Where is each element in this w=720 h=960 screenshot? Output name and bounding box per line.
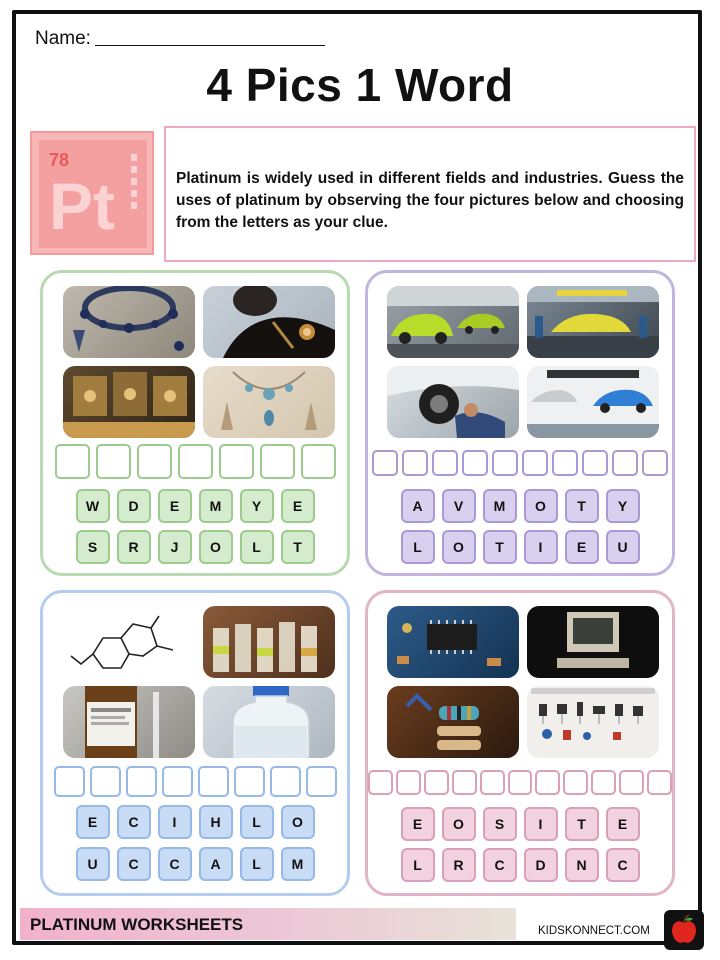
letter-tile[interactable]: E [158,489,192,523]
answer-box[interactable] [552,450,578,476]
letter-tile[interactable]: M [199,489,233,523]
letter-tile[interactable]: E [565,530,599,564]
car-assembly-line-photo [387,286,519,358]
answer-box[interactable] [96,444,131,479]
answer-box[interactable] [582,450,608,476]
letter-tile[interactable]: M [483,489,517,523]
letter-tile[interactable]: I [158,805,192,839]
instructions-text: Platinum is widely used in different fields and industries. Guess the uses of platinum by observing the four pictures below and choosing from the letters as your clue. [176,170,684,231]
letter-tile[interactable]: T [565,489,599,523]
letter-tile[interactable]: C [606,848,640,882]
answer-box[interactable] [198,766,229,797]
medicine-vials-photo [203,606,335,678]
answer-box[interactable] [178,444,213,479]
glass-bottle-photo [203,686,335,758]
answer-box[interactable] [619,770,644,795]
jewelry-display-photo [63,366,195,438]
letter-tile[interactable]: U [606,530,640,564]
answer-box[interactable] [591,770,616,795]
letter-tile[interactable]: V [442,489,476,523]
answer-box[interactable] [432,450,458,476]
letter-tile[interactable]: R [117,530,151,564]
answer-box[interactable] [55,444,90,479]
answer-box[interactable] [452,770,477,795]
answer-box[interactable] [306,766,337,797]
footer-site[interactable]: KIDSKONNECT.COM [538,925,650,937]
letter-tile[interactable]: C [483,848,517,882]
letter-tile[interactable]: C [117,847,151,881]
jewelry-necklace-photo [63,286,195,358]
letter-tile[interactable]: M [281,847,315,881]
chemical-structure-diagram [63,606,195,678]
instructions-box [164,126,696,262]
answer-box[interactable] [54,766,85,797]
letter-tile[interactable]: S [483,807,517,841]
brooch-fashion-photo [203,286,335,358]
letter-tile[interactable]: N [565,848,599,882]
answer-box[interactable] [234,766,265,797]
answer-box[interactable] [301,444,336,479]
answer-box[interactable] [642,450,668,476]
answer-box[interactable] [402,450,428,476]
letter-tile[interactable]: E [401,807,435,841]
letter-tile[interactable]: R [442,848,476,882]
letter-tile[interactable]: D [117,489,151,523]
letter-tile[interactable]: A [199,847,233,881]
car-mechanic-photo [387,366,519,438]
resistors-photo [387,686,519,758]
electronic-components-photo [527,686,659,758]
letter-tile[interactable]: T [483,530,517,564]
answer-box[interactable] [219,444,254,479]
answer-box[interactable] [612,450,638,476]
letter-tile[interactable]: C [158,847,192,881]
answer-box[interactable] [462,450,488,476]
puzzle-chemical [40,590,350,896]
puzzle-electronics [365,590,675,896]
letter-tile[interactable]: S [76,530,110,564]
letter-tile[interactable]: L [240,530,274,564]
letter-tile[interactable]: O [199,530,233,564]
answer-box[interactable] [90,766,121,797]
letter-tile[interactable]: U [76,847,110,881]
car-factory-photo [527,286,659,358]
answer-box[interactable] [260,444,295,479]
medicine-bottle-photo [63,686,195,758]
letter-tile[interactable]: O [281,805,315,839]
answer-box[interactable] [137,444,172,479]
footer-title: PLATINUM WORKSHEETS [30,915,244,934]
letter-tile[interactable]: A [401,489,435,523]
letter-tile[interactable]: L [401,530,435,564]
letter-tile[interactable]: E [76,805,110,839]
letter-tile[interactable]: H [199,805,233,839]
letter-tile[interactable]: O [524,489,558,523]
letter-tile[interactable]: O [442,530,476,564]
answer-box[interactable] [492,450,518,476]
answer-box[interactable] [535,770,560,795]
circuit-board-photo [387,606,519,678]
letter-tile[interactable]: O [442,807,476,841]
letter-tile[interactable]: Y [240,489,274,523]
puzzle-jewelry [40,270,350,576]
letter-tile[interactable]: I [524,530,558,564]
letter-tile[interactable]: D [524,848,558,882]
letter-tile[interactable]: T [281,530,315,564]
answer-box[interactable] [368,770,393,795]
letter-tile[interactable]: L [240,805,274,839]
atomic-number: 78 [49,150,70,170]
vintage-computer-photo [527,606,659,678]
letter-tile[interactable]: E [281,489,315,523]
letter-tile[interactable]: J [158,530,192,564]
letter-tile[interactable]: T [565,807,599,841]
name-field [35,28,325,50]
name-line[interactable] [95,45,325,46]
apple-icon [664,910,704,950]
answer-box[interactable] [563,770,588,795]
letter-tile[interactable]: L [240,847,274,881]
platinum-element-icon [30,131,154,255]
answer-box[interactable] [522,450,548,476]
letter-tile[interactable]: C [117,805,151,839]
answer-box[interactable] [508,770,533,795]
letter-tile[interactable]: I [524,807,558,841]
car-models-photo [527,366,659,438]
answer-box[interactable] [162,766,193,797]
letter-tile[interactable]: L [401,848,435,882]
answer-box[interactable] [372,450,398,476]
puzzle-automotive [365,270,675,576]
pendant-necklaces-photo [203,366,335,438]
page-title: 4 Pics 1 Word [206,59,514,111]
answer-box[interactable] [270,766,301,797]
name-label: Name: [35,28,91,49]
answer-box[interactable] [126,766,157,797]
letter-tile[interactable]: E [606,807,640,841]
answer-box[interactable] [480,770,505,795]
answer-box[interactable] [424,770,449,795]
element-symbol: Pt [49,169,115,243]
answer-box[interactable] [396,770,421,795]
letter-tile[interactable]: Y [606,489,640,523]
answer-box[interactable] [647,770,672,795]
letter-tile[interactable]: W [76,489,110,523]
